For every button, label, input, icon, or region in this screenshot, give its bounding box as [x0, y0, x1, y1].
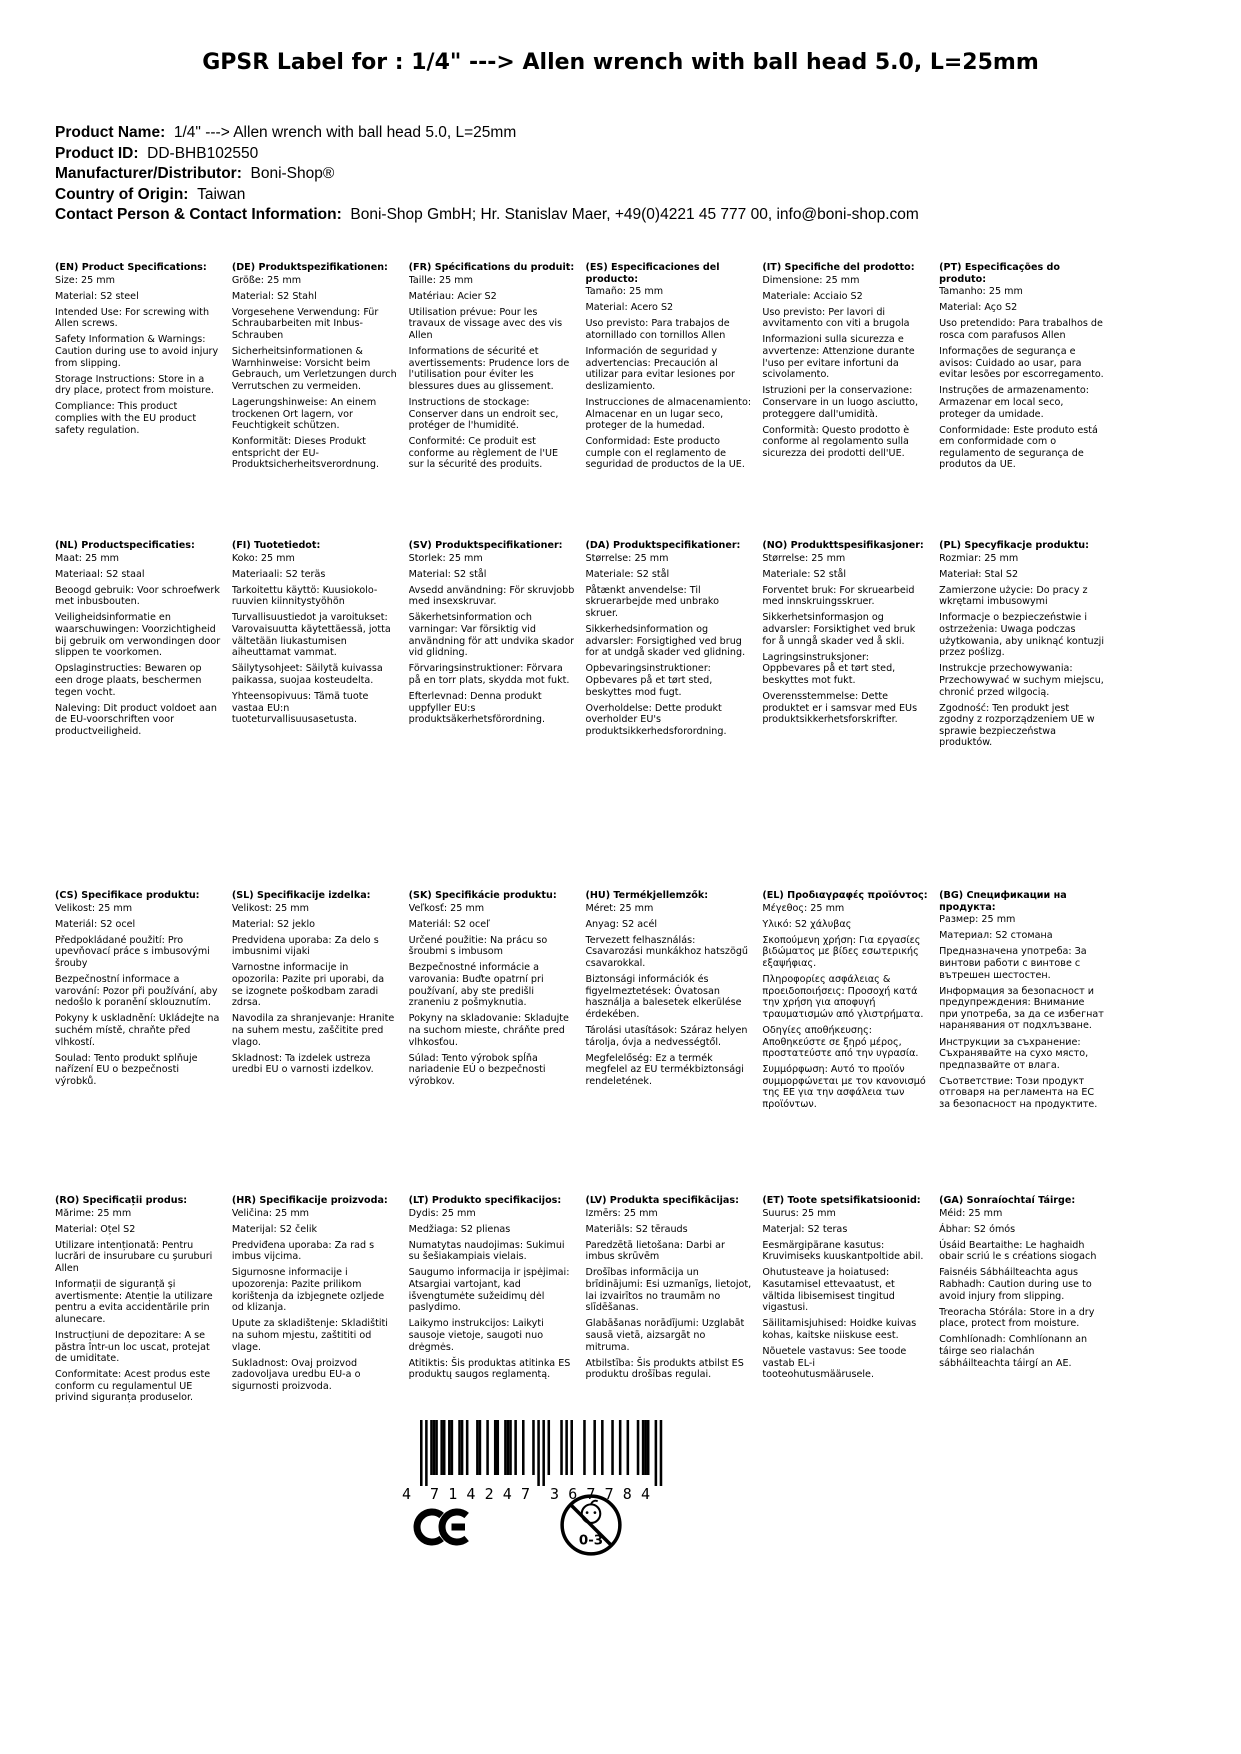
product-info-value: Taiwan: [192, 185, 246, 203]
spec-paragraph: Conformità: Questo prodotto è conforme al regolamento sulla sicurezza dei prodotti dell'UE.: [762, 424, 910, 459]
spec-paragraph: Informations de sécurité et avertissements: Prudence lors de l'utilisation pour éviter les blessures dues au glissement.: [408, 346, 570, 392]
spec-paragraph: Lagerungshinweise: An einem trockenen Ort lagern, vor Feuchtigkeit schützen.: [231, 396, 377, 432]
spec-paragraph: Sicherheitsinformationen & Warnhinweise: Vorsicht beim Gebrauch, um Verletzungen durch Verrutschen zu vermeiden.: [231, 346, 397, 392]
spec-paragraph: Informações de segurança e avisos: Cuidado ao usar, para evitar lesões por escorregamento.: [939, 346, 1104, 381]
spec-block: [55, 890, 221, 1195]
spec-paragraph: Información de seguridad y advertencias: Precaución al utilizar para evitar lesiones por deslizamiento.: [585, 346, 735, 392]
spec-paragraph: Uso previsto: Para trabajos de atornillado con tornillos Allen: [585, 318, 730, 341]
spec-block-header: (DA) Produktspecifikationer:: [585, 540, 741, 551]
spec-paragraph: Istruzioni per la conservazione: Conservare in un luogo asciutto, proteggere dall'umidità.: [762, 385, 919, 420]
spec-paragraph: Størrelse: 25 mm: [762, 552, 846, 564]
spec-paragraph: Materiāls: S2 tērauds: [585, 1223, 688, 1235]
spec-paragraph: Opslaginstructies: Bewaren op een droge plaats, beschermen tegen vocht.: [55, 663, 202, 698]
spec-block: [939, 540, 1105, 890]
spec-paragraph: Förvaringsinstruktioner: Förvara på en torr plats, skydda mot fukt.: [408, 663, 570, 686]
barcode-bar: [458, 1420, 461, 1475]
spec-paragraph: Υλικό: S2 χάλυβας: [762, 918, 852, 930]
spec-paragraph: Material: S2 Stahl: [231, 290, 317, 302]
barcode-bar: [440, 1420, 443, 1475]
spec-paragraph: Material: Acero S2: [585, 302, 674, 314]
page-title: GPSR Label for : 1/4" ---> Allen wrench with ball head 5.0, L=25mm: [202, 50, 1039, 75]
spec-paragraph: Säilitamisjuhised: Hoidke kuivas kohas, kaitske niiskuse eest.: [762, 1318, 917, 1341]
spec-paragraph: Conformité: Ce produit est conforme au règlement de l'UE sur la sécurité des produits.: [408, 436, 559, 471]
spec-block-header: (SV) Produktspecifikationer:: [408, 540, 563, 551]
spec-paragraph: Materiale: S2 stål: [585, 568, 670, 580]
spec-paragraph: Comhlíonadh: Comhlíonann an táirge seo rialachán sábháilteachta táirgí an AE.: [939, 1334, 1088, 1369]
spec-paragraph: Materiaali: S2 teräs: [231, 568, 326, 580]
spec-paragraph: Méid: 25 mm: [939, 1207, 1003, 1219]
spec-paragraph: Sigurnosne informacije i upozorenja: Pazite prilikom korištenja da izbjegnete ozljede od klizanja.: [231, 1267, 385, 1314]
spec-paragraph: Numatytas naudojimas: Sukimui su šešiakampiais vielais.: [408, 1239, 565, 1263]
spec-paragraph: Zamierzone użycie: Do pracy z wkrętami imbusowymi: [939, 584, 1088, 608]
barcode-bar: [601, 1420, 604, 1475]
ce-mark-icon: [413, 1505, 477, 1549]
barcode-bar: [660, 1420, 663, 1486]
spec-paragraph: Informacje o bezpieczeństwie i ostrzeżenia: Uwaga podczas użytkowania, aby uniknąć kontuzji przez poślizg.: [939, 612, 1104, 659]
spec-block: [409, 262, 575, 540]
spec-paragraph: Bezpečnostní informace a varování: Pozor při používání, aby nedošlo k poranění sklouznutím.: [55, 974, 218, 1009]
product-info-value: Boni-Shop GmbH; Hr. Stanislav Maer, +49(0)4221 45 777 00, info@boni-shop.com: [346, 206, 919, 223]
spec-block: [232, 890, 398, 1195]
spec-paragraph: Съответствие: Този продукт отговаря на регламента на ЕС за безопасност на продуктите.: [939, 1075, 1098, 1110]
barcode-bar: [420, 1420, 423, 1486]
barcode-bar: [448, 1420, 451, 1475]
spec-grid: [55, 262, 1105, 1409]
barcode-bar: [461, 1420, 464, 1475]
barcode-bar: [611, 1420, 614, 1475]
spec-paragraph: Intended Use: For screwing with Allen screws.: [55, 306, 210, 330]
spec-paragraph: Предназначена употреба: За винтови работи с винтове с вътрешен шестостен.: [939, 946, 1087, 981]
spec-paragraph: Instrucciones de almacenamiento: Almacenar en un lugar seco, proteger de la humedad.: [585, 396, 752, 432]
spec-paragraph: Matériau: Acier S2: [408, 290, 497, 302]
spec-paragraph: Material: S2 steel: [55, 290, 139, 302]
product-info-row: [55, 123, 1155, 144]
spec-paragraph: Säilytysohjeet: Säilytä kuivassa paikassa, suojaa kosteudelta.: [231, 663, 383, 686]
spec-paragraph: Navodila za shranjevanje: Hranite na suhem mestu, zaščitite pred vlago.: [231, 1013, 395, 1048]
spec-paragraph: Uso previsto: Per lavori di avvitamento con viti a brugola: [762, 306, 910, 330]
spec-block-header: (EL) Προδιαγραφές προϊόντος:: [762, 890, 928, 901]
spec-block: [939, 890, 1105, 1195]
spec-block-header: (RO) Specificații produs:: [55, 1195, 188, 1206]
spec-paragraph: Tervezett felhasználás: Csavarozási munkákhoz hatszögű csavarokkal.: [585, 934, 749, 969]
spec-block-header: (HU) Termékjellemzők:: [585, 890, 709, 901]
spec-paragraph: Συμμόρφωση: Αυτό το προϊόν συμμορφώνεται με τον κανονισμό της ΕΕ για την ασφάλεια των προϊόντων.: [762, 1064, 926, 1110]
spec-paragraph: Tamaño: 25 mm: [585, 286, 664, 298]
barcode-bar: [433, 1420, 436, 1475]
spec-paragraph: Předpokládané použití: Pro upevňovací práce s imbusovými šrouby: [55, 934, 210, 969]
spec-paragraph: Bezpečnostné informácie a varovania: Buďte opatrní pri používaní, aby ste predišli zraneniu z pošmyknutia.: [408, 962, 544, 1009]
barcode-bar: [593, 1420, 596, 1475]
product-info-label: Product ID:: [55, 144, 139, 162]
spec-paragraph: Izmērs: 25 mm: [585, 1207, 658, 1219]
ean13-barcode: [382, 1420, 682, 1502]
spec-paragraph: Materiał: Stal S2: [939, 568, 1019, 580]
spec-paragraph: Taille: 25 mm: [408, 274, 473, 286]
spec-paragraph: Utilisation prévue: Pour les travaux de vissage avec des vis Allen: [408, 306, 563, 341]
spec-paragraph: Materiaal: S2 staal: [55, 568, 145, 580]
spec-block-header: (SL) Specifikacije izdelka:: [231, 890, 371, 901]
spec-paragraph: Úsáid Beartaithe: Le haghaidh obair scriú le s créations siogach: [939, 1239, 1097, 1263]
spec-paragraph: Glabāšanas norādījumi: Uzglabāt sausā vietā, aizsargāt no mitruma.: [585, 1318, 745, 1353]
barcode-bar: [486, 1420, 489, 1475]
spec-paragraph: Atitiktis: Šis produktas atitinka ES produktų saugos reglamentą.: [408, 1357, 571, 1381]
spec-paragraph: Conformitate: Acest produs este conform cu regulamentul UE privind siguranța produselor.: [55, 1369, 211, 1404]
spec-block: [55, 262, 221, 540]
spec-block-header: (NL) Productspecificaties:: [55, 540, 195, 551]
barcode-bar: [532, 1420, 535, 1475]
spec-paragraph: Paredzētā lietošana: Darbi ar imbus skrūvēm: [585, 1239, 725, 1263]
barcode-bar: [443, 1420, 446, 1475]
spec-paragraph: Materijal: S2 čelik: [231, 1223, 318, 1235]
spec-paragraph: Atbilstība: Šis produkts atbilst ES produktu drošības regulai.: [585, 1357, 744, 1381]
barcode-bar: [451, 1420, 454, 1475]
barcode-bar: [494, 1420, 497, 1475]
spec-block: [232, 1195, 398, 1409]
spec-block-header: (GA) Sonraíochtaí Táirge:: [939, 1195, 1076, 1206]
spec-paragraph: Tarkoitettu käyttö: Kuusiokolo-ruuvien kiinnitystyöhön: [231, 584, 378, 608]
barcode-bar: [425, 1420, 428, 1486]
spec-paragraph: Instructions de stockage: Conserver dans un endroit sec, protéger de l'humidité.: [408, 396, 559, 432]
spec-paragraph: Sikkerhetsinformasjon og advarsler: Forsiktighet ved bruk for å unngå skader ved å skli.: [762, 612, 916, 647]
spec-paragraph: Suurus: 25 mm: [762, 1207, 836, 1219]
barcode-bar: [647, 1420, 650, 1475]
spec-block: [939, 1195, 1105, 1409]
spec-paragraph: Compliance: This product complies with the EU product safety regulation.: [55, 401, 197, 436]
spec-block-header: (NO) Produkttspesifikasjoner:: [762, 540, 924, 551]
spec-block-header: (CS) Specifikace produktu:: [55, 890, 200, 901]
spec-paragraph: Overholdelse: Dette produkt overholder EU's produktsikkerhedsforordning.: [585, 702, 727, 737]
spec-paragraph: Storlek: 25 mm: [408, 552, 483, 564]
spec-paragraph: Size: 25 mm: [55, 274, 115, 286]
barcode-bar: [514, 1420, 517, 1475]
spec-paragraph: Megfelelőség: Ez a termék megfelel az EU termékbiztonsági rendeletének.: [585, 1052, 744, 1087]
spec-paragraph: Pokyny na skladovanie: Skladujte na suchom mieste, chráňte pred vlhkosťou.: [408, 1013, 569, 1048]
spec-paragraph: Medžiaga: S2 plienas: [408, 1223, 511, 1235]
spec-block: [762, 262, 928, 540]
spec-paragraph: Πληροφορίες ασφάλειας & προειδοποιήσεις: Προσοχή κατά την χρήση για αποφυγή τραυματισμών από γλιστρήματα.: [762, 974, 924, 1020]
spec-block: [55, 540, 221, 890]
spec-paragraph: Opbevaringsinstruktioner: Opbevares på et tørt sted, beskyttes mod fugt.: [585, 663, 713, 698]
barcode-bar: [542, 1420, 545, 1486]
barcode-bar: [583, 1420, 586, 1475]
footer: [0, 1410, 1241, 1754]
spec-block: [939, 262, 1105, 540]
spec-block: [762, 890, 928, 1195]
spec-paragraph: Instrucțiuni de depozitare: A se păstra într-un loc uscat, protejat de umiditate.: [55, 1329, 210, 1365]
spec-paragraph: Veľkosť: 25 mm: [408, 902, 485, 914]
spec-paragraph: Naleving: Dit product voldoet aan de EU-voorschriften voor productveiligheid.: [55, 702, 217, 737]
spec-paragraph: Maat: 25 mm: [55, 552, 120, 564]
spec-block-header: (FR) Spécifications du produit:: [408, 262, 575, 273]
spec-paragraph: Größe: 25 mm: [231, 274, 302, 286]
spec-paragraph: Οδηγίες αποθήκευσης: Αποθηκεύστε σε ξηρό μέρος, προστατεύστε από την υγρασία.: [762, 1024, 919, 1060]
barcode-bar: [507, 1420, 510, 1475]
product-info-row: [55, 164, 1155, 185]
barcode-bar: [637, 1420, 640, 1475]
spec-paragraph: Nõuetele vastavus: See toode vastab EL-i tooteohutusmäärusele.: [762, 1346, 907, 1381]
spec-paragraph: Material: S2 jeklo: [231, 918, 315, 930]
spec-paragraph: Materjal: S2 teras: [762, 1223, 848, 1235]
spec-paragraph: Информация за безопасност и предупреждения: Внимание при употреба, за да се избегнат наранявания от подхлъзване.: [939, 985, 1104, 1032]
spec-block-header: (LV) Produkta specifikācijas:: [585, 1195, 739, 1206]
spec-block: [409, 1195, 575, 1409]
spec-paragraph: Μέγεθος: 25 mm: [762, 902, 845, 914]
spec-block: [585, 1195, 751, 1409]
spec-block-header: (BG) Спецификации на продукта:: [939, 890, 1067, 913]
spec-paragraph: Dydis: 25 mm: [408, 1207, 476, 1219]
barcode-bar: [509, 1420, 512, 1475]
spec-block-header: (ET) Toote spetsifikatsioonid:: [762, 1195, 921, 1206]
spec-block: [232, 540, 398, 890]
spec-paragraph: Ábhar: S2 ómós: [939, 1223, 1016, 1235]
spec-paragraph: Súlad: Tento výrobok spĺňa nariadenie EÚ o bezpečnosti výrobkov.: [408, 1052, 546, 1087]
spec-paragraph: Drošības informācija un brīdinājumi: Esi uzmanīgs, lietojot, lai izvairītos no traumām no slīdēšanas.: [585, 1267, 752, 1314]
product-info-value: DD-BHB102550: [142, 144, 259, 162]
barcode-bar: [497, 1420, 500, 1475]
spec-paragraph: Σκοπούμενη χρήση: Για εργασίες βιδώματος με βίδες εσωτερικής εξαψήφιας.: [762, 934, 921, 969]
spec-paragraph: Soulad: Tento produkt splňuje nařízení EU o bezpečnosti výrobků.: [55, 1052, 198, 1087]
barcode-bar: [655, 1420, 658, 1486]
product-info-value: Boni-Shop®: [246, 165, 335, 182]
spec-paragraph: Určené použitie: Na prácu so šroubmi s imbusom: [408, 934, 548, 958]
spec-paragraph: Informazioni sulla sicurezza e avvertenze: Attenzione durante l'uso per evitare infortuni da scivolamento.: [762, 334, 915, 381]
spec-paragraph: Mărime: 25 mm: [55, 1207, 132, 1219]
spec-block-header: (HR) Specifikacije proizvoda:: [231, 1195, 388, 1206]
barcode-bar: [619, 1420, 622, 1475]
spec-paragraph: Beoogd gebruik: Voor schroefwerk met inbusbouten.: [55, 584, 220, 608]
spec-paragraph: Vorgesehene Verwendung: Für Schraubarbeiten mit Inbus-Schrauben: [231, 306, 379, 341]
spec-block: [585, 262, 751, 540]
spec-paragraph: Forventet bruk: For skruearbeid med innskruingsskruer.: [762, 584, 915, 608]
barcode-bar: [570, 1420, 573, 1475]
barcode-bar: [430, 1420, 433, 1475]
spec-paragraph: Biztonsági információk és figyelmeztetések: Óvatosan használja a balesetek elkerülése érdekében.: [585, 974, 742, 1020]
spec-paragraph: Instrukcje przechowywania: Przechowywać w suchym miejscu, chronić przed wilgocią.: [939, 663, 1104, 698]
spec-block: [585, 540, 751, 890]
barcode-digits: 714247: [430, 1485, 530, 1502]
spec-paragraph: Veiligheidsinformatie en waarschuwingen: Voorzichtigheid bij gebruik om verwondingen door slippen te voorkomen.: [55, 612, 221, 659]
barcode-bar: [537, 1420, 540, 1486]
product-info-row: [55, 205, 1155, 226]
barcode-digits: 4: [402, 1485, 412, 1502]
spec-paragraph: Материал: S2 стомана: [939, 930, 1053, 942]
barcode-bar: [466, 1420, 469, 1475]
spec-paragraph: Upute za skladištenje: Skladištiti na suhom mjestu, zaštititi od vlage.: [231, 1318, 388, 1353]
spec-paragraph: Saugumo informacija ir įspėjimai: Atsargiai vartojant, kad išvengtumėte sužeidimų dėl paslydimo.: [408, 1267, 570, 1314]
spec-block-header: (ES) Especificaciones del producto:: [585, 262, 720, 285]
barcode-bar: [644, 1420, 647, 1475]
spec-paragraph: Anyag: S2 acél: [585, 918, 658, 930]
spec-paragraph: Efterlevnad: Denna produkt uppfyller EU:s produktsäkerhetsförordning.: [408, 691, 546, 726]
spec-block: [585, 890, 751, 1195]
spec-block: [232, 262, 398, 540]
spec-paragraph: Predvidena uporaba: Za delo s imbusnimi vijaki: [231, 934, 379, 958]
spec-paragraph: Storage Instructions: Store in a dry place, protect from moisture.: [55, 373, 214, 397]
product-info-label: Contact Person & Contact Information:: [55, 206, 342, 223]
spec-paragraph: Treoracha Stórála: Store in a dry place, protect from moisture.: [939, 1306, 1095, 1330]
spec-paragraph: Turvallisuustiedot ja varoitukset: Varovaisuutta käytettäessä, jotta vältetään liukastumisen aiheuttamat vammat.: [231, 612, 391, 659]
age-warning-icon: [558, 1492, 624, 1558]
spec-block-header: (EN) Product Specifications:: [55, 262, 207, 273]
spec-paragraph: Utilizare intenționată: Pentru lucrări de insurubare cu șuruburi Allen: [55, 1239, 213, 1274]
product-info: [55, 123, 1155, 226]
spec-paragraph: Påtænkt anvendelse: Til skruerarbejde med unbrako skruer.: [585, 584, 719, 619]
spec-paragraph: Safety Information & Warnings: Caution during use to avoid injury from slipping.: [55, 334, 219, 369]
spec-paragraph: Konformität: Dieses Produkt entspricht der EU-Produktsicherheitsverordnung.: [231, 436, 380, 471]
product-info-label: Manufacturer/Distributor:: [55, 165, 242, 182]
spec-block-header: (SK) Špecifikácie produktu:: [408, 890, 557, 901]
spec-paragraph: Pokyny k uskladnění: Ukládejte na suchém místě, chraňte před vlhkostí.: [55, 1013, 220, 1048]
spec-paragraph: Materiál: S2 ocel: [55, 918, 136, 930]
spec-block: [409, 890, 575, 1195]
spec-paragraph: Laikymo instrukcijos: Laikyti sausoje vietoje, saugoti nuo drėgmės.: [408, 1318, 544, 1353]
spec-paragraph: Skladnost: Ta izdelek ustreza uredbi EU o varnosti izdelkov.: [231, 1052, 374, 1076]
spec-paragraph: Avsedd användning: För skruvjobb med insexskruvar.: [408, 584, 575, 608]
spec-paragraph: Dimensione: 25 mm: [762, 274, 860, 286]
spec-paragraph: Instruções de armazenamento: Armazenar em local seco, proteger da umidade.: [939, 385, 1089, 420]
spec-paragraph: Overensstemmelse: Dette produktet er i samsvar med EUs produktsikkerhetsforskrifter.: [762, 691, 918, 726]
barcode-bar: [504, 1420, 507, 1475]
spec-block: [55, 1195, 221, 1409]
barcode-bar: [476, 1420, 479, 1475]
spec-paragraph: Ohutusteave ja hoiatused: Kasutamisel ettevaatust, et vältida libisemisest tingitud vigastusi.: [762, 1267, 895, 1314]
spec-paragraph: Säkerhetsinformation och varningar: Var försiktig vid användning för att undvika skador vid glidning.: [408, 612, 575, 659]
spec-paragraph: Velikost: 25 mm: [55, 902, 133, 914]
spec-paragraph: Material: Aço S2: [939, 302, 1018, 314]
spec-block-header: (IT) Specifiche del prodotto:: [762, 262, 915, 273]
spec-block-header: (LT) Produkto specifikacijos:: [408, 1195, 562, 1206]
barcode-bar: [522, 1420, 525, 1475]
spec-paragraph: Materiál: S2 oceľ: [408, 918, 490, 930]
spec-paragraph: Material: Oțel S2: [55, 1223, 136, 1235]
product-info-label: Country of Origin:: [55, 185, 189, 203]
spec-paragraph: Eesmärgipärane kasutus: Kruvimiseks kuuskantpoltide abil.: [762, 1239, 924, 1263]
spec-block-header: (PT) Especificações do produto:: [939, 262, 1061, 285]
spec-paragraph: Koko: 25 mm: [231, 552, 295, 564]
spec-paragraph: Rozmiar: 25 mm: [939, 552, 1019, 564]
age-range-label: 0-3: [578, 1533, 604, 1549]
barcode-bar: [627, 1420, 630, 1475]
spec-paragraph: Tárolási utasítások: Száraz helyen tárolja, óvja a nedvességtől.: [585, 1024, 748, 1048]
spec-block-header: (FI) Tuotetiedot:: [231, 540, 321, 551]
barcode-bar: [642, 1420, 645, 1475]
barcode-bar: [435, 1420, 438, 1475]
spec-paragraph: Sikkerhedsinformation og advarsler: Forsigtighed ved brug for at undgå skader ved glidning.: [585, 624, 746, 659]
spec-paragraph: Zgodność: Ten produkt jest zgodny z rozporządzeniem UE w sprawie bezpieczeństwa produktów.: [939, 702, 1095, 749]
barcode-digits: 367784: [550, 1485, 650, 1502]
spec-paragraph: Yhteensopivuus: Tämä tuote vastaa EU:n tuoteturvallisuusasetusta.: [231, 691, 369, 726]
spec-paragraph: Méret: 25 mm: [585, 902, 654, 914]
barcode-bar: [560, 1420, 563, 1475]
product-info-row: [55, 144, 1155, 165]
spec-paragraph: Faisnéis Sábháilteachta agus Rabhadh: Caution during use to avoid injury from slipping.: [939, 1267, 1092, 1302]
spec-block: [409, 540, 575, 890]
barcode-bar: [479, 1420, 482, 1475]
spec-paragraph: Varnostne informacije in opozorila: Pazite pri uporabi, da se izognete poškodbam zaradi zdrsa.: [231, 962, 385, 1009]
spec-paragraph: Informații de siguranță și avertismente: Atenție la utilizare pentru a evita accidentările prin alunecare.: [55, 1279, 213, 1325]
spec-block: [762, 1195, 928, 1409]
spec-paragraph: Sukladnost: Ovaj proizvod zadovoljava uredbu EU-a o sigurnosti proizvoda.: [231, 1357, 361, 1392]
spec-paragraph: Veličina: 25 mm: [231, 1207, 310, 1219]
product-info-row: [55, 185, 1155, 206]
spec-paragraph: Størrelse: 25 mm: [585, 552, 669, 564]
spec-paragraph: Lagringsinstruksjoner: Oppbevares på et tørt sted, beskyttes mot fukt.: [762, 651, 896, 686]
spec-paragraph: Materiale: S2 stål: [762, 568, 847, 580]
spec-paragraph: Conformidade: Este produto está em conformidade com o regulamento de segurança de produtos da UE.: [939, 424, 1098, 471]
spec-block-header: (DE) Produktspezifikationen:: [231, 262, 388, 273]
spec-block-header: (PL) Specyfikacje produktu:: [939, 540, 1089, 551]
spec-paragraph: Conformidad: Este producto cumple con el reglamento de seguridad de productos de la UE.: [585, 436, 745, 471]
spec-paragraph: Materiale: Acciaio S2: [762, 290, 863, 302]
spec-paragraph: Velikost: 25 mm: [231, 902, 309, 914]
spec-paragraph: Размер: 25 mm: [939, 914, 1016, 926]
spec-block: [762, 540, 928, 890]
spec-paragraph: Predviđena uporaba: Za rad s imbus vijcima.: [231, 1239, 375, 1263]
spec-paragraph: Инструкции за съхранение: Съхранявайте на сухо място, предпазвайте от влага.: [939, 1036, 1089, 1071]
barcode-bar: [565, 1420, 568, 1475]
spec-paragraph: Material: S2 stål: [408, 568, 487, 580]
spec-paragraph: Tamanho: 25 mm: [939, 286, 1023, 298]
product-info-value: 1/4" ---> Allen wrench with ball head 5.0, L=25mm: [169, 124, 517, 141]
product-info-label: Product Name:: [55, 124, 166, 141]
spec-paragraph: Uso pretendido: Para trabalhos de rosca com parafusos Allen: [939, 318, 1103, 341]
barcode-bar: [548, 1420, 551, 1475]
